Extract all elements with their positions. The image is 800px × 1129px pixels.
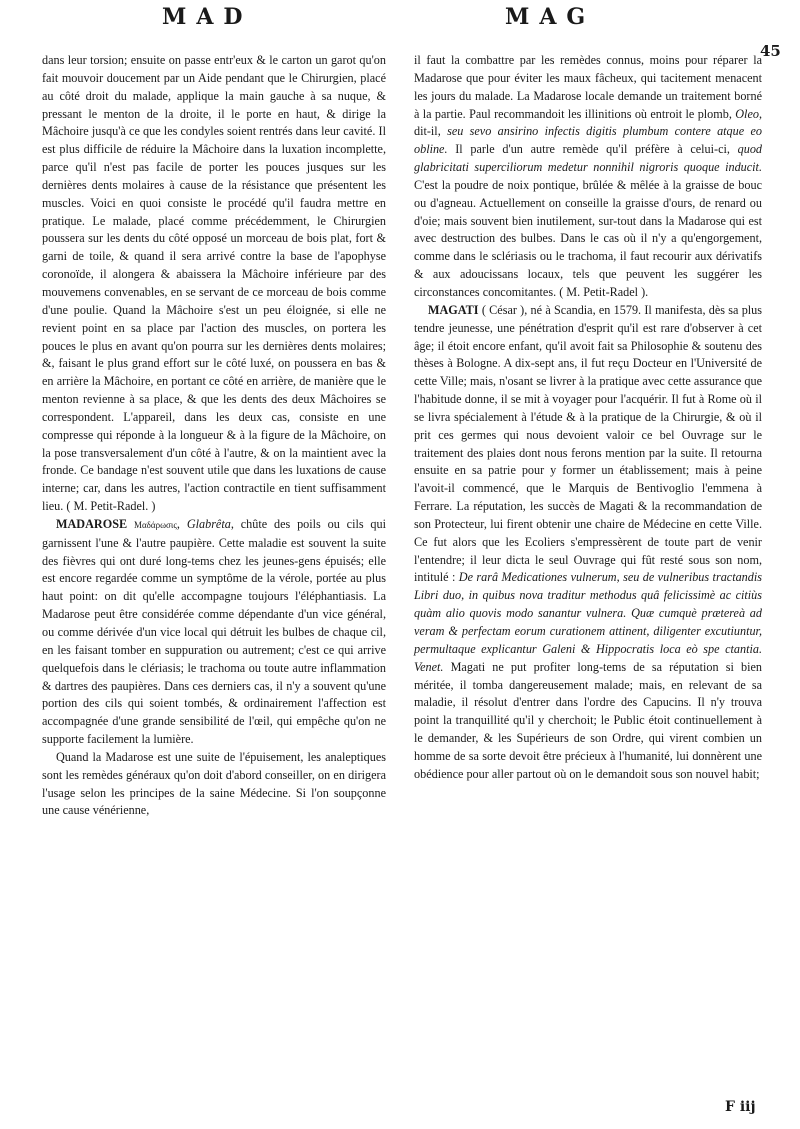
- running-header: [0, 0, 800, 58]
- paragraph-text: , chûte des poils ou cils qui garnissent l'une & l'autre paupière. Cette maladie est souvent la suite des fièvres qui ont duré long-tems chez les jeunes-gens épuisés; elle est encore regardée comme un symptôme de la vérole, portée au plus haut point: on dit qu'elle accompagne toujours l'éléphantiasis. La Madarose peut être considérée comme dépendante d'un vice général, ou comme dérivée d'un vice local qui détruit les bulbes de chaque cil, en les faisant tomber en suppuration ou autrement; c'est ce qui arrive quelquefois dans le clériasis; le trachoma ou toute autre inflammation & dartres des paupières. Dans ces derniers cas, il n'y a souvent qu'une portion des cils qui soient tombés, & ordinairement l'affection est accompagnée d'une grande sensibilité de l'œil, qui empêche qu'on ne supporte facilement la lumière.: [42, 516, 387, 747]
- entry-magati: [414, 302, 762, 784]
- paragraph-madarose-cont: [414, 52, 762, 302]
- latin-quote: seu sevo ansirino infectis digitis plumbum contere atque eo obline.: [414, 124, 762, 157]
- paragraph-text: dans leur torsion; ensuite on passe entr'eux & le carton un garot qu'on fait mouvoir doucement par un Aide pendant que le Chirurgien, placé au côté droit du malade, applique la main gauche à sa nuque, & pressant le menton de la droite, il le porte en haut, & dirige la Mâchoire jusqu'à ce que les condyles soient rentrés dans leur cavité. Il est plus difficile de réduire la Mâchoire dans la luxation incomplette, parce qu'il n'est pas facile de porter les pouces jusques sur les dernières dents molaires à cause de la résistance que présentent les muscles. Voici en quoi consiste le procédé qu'il faudra mettre en pratique. Le malade, placé comme précédemment, le Chirurgien poussera sur les dents du côté opposé un morceau de bois plat, fort & garni de toile, & quand il sera arrivé contre la base de l'apophyse coronoïde, il alongera & abaissera la Mâchoire inférieure par des mouvemens convenables, en se servant de ce morceau de bois comme d'une poulie. Quand la Mâchoire s'est un peu éloignée, si elle ne revient point en sa place par l'action des muscles, on portera les pouces le plus en avant qu'on pourra sur les dernières dents molaires; &, faisant le plus grand effort sur le côté luxé, on poussera en bas & en arrière la Mâchoire, en portant ce côté en arrière, de manière que le menton revienne à sa place, & que les dents des deux Mâchoires se correspondent. L'appareil, dans les deux cas, consiste en une compresse qui réponde à la longueur & à la figure de la Mâchoire, on la pose transversalement d'un côté à l'autre, & on la maintient avec la fronde. Ce bandage n'est souvent utile que dans les luxations de cause interne; car, dans les autres, l'action contractile en tient suffisamment lieu.: [42, 53, 386, 514]
- left-column: [42, 52, 386, 820]
- signature-mark: F iij: [725, 1099, 756, 1115]
- paragraph-text: il faut la combattre par les remèdes connus, moins pour réparer la Madarose que pour éviter les maux fâcheux, qui tacitement menacent les jours du malade. La Madarose locale demande un traitement borné à la partie. Paul recommandoit les illinitions où entroit le plomb,: [414, 53, 762, 121]
- book-title: De rarâ Medicationes vulnerum, seu de vulneribus tractandis Libri duo, in quibus nova traditur methodus quâ felicissimè ac citiùs quàm alio quovis modo sanantur vulnera. Quæ cumquè prætereà ad veram & perfectam eorum curationem attinent, diligenter excutiuntur, permultaque explicantur Galeni & Hippocratis loca eò spe ctantia. Venet.: [414, 570, 762, 674]
- author-reference: ( M. Petit-Radel. ): [66, 499, 156, 514]
- entry-headword: MADAROSE: [56, 516, 128, 531]
- latin-term: Glabrêta: [186, 516, 231, 531]
- greek-term: Μαδάρωσις: [133, 519, 177, 530]
- entry-madarose: MADAROSE Μαδάρωσις, Glabrêta, chûte des poils ou cils qui garnissent l'une & l'autre paupière. Cette maladie est souvent la suite des fièvres qui ont duré long-tems chez les jeunes-gens épuisés; elle est encore regardée comme un symptôme de la vérole, portée au plus haut point: on dit qu'elle accompagne toujours l'éléphantiasis. La Madarose peut être considérée comme dépendante d'un vice général, ou comme dérivée d'un vice local qui détruit les bulbes de chaque cil, en les faisant tomber en suppuration ou autrement; c'est ce qui arrive quelquefois dans le clériasis; le trachoma ou toute autre inflammation & dartres des paupières. Dans ces derniers cas, il n'y a souvent qu'une portion des cils qui soient tombés, & ordinairement l'affection est accompagnée d'une grande sensibilité de l'œil, qui empêche qu'on ne supporte facilement la lumière.: [42, 516, 387, 747]
- latin-term: Oleo: [735, 106, 759, 121]
- paragraph-luxation: [42, 52, 386, 516]
- running-head-left: MAD: [162, 4, 253, 30]
- latin-quote: quod glabricitati superciliorum medetur nonnihil nigroris quoque inducit.: [414, 142, 762, 175]
- entry-headword: MAGATI: [428, 302, 479, 317]
- paragraph-text: ( César ), né à Scandia, en 1579. Il manifesta, dès sa plus tendre jeunesse, une pénétration d'esprit qu'il est rare d'observer à cet âge; il étoit encore enfant, qu'il avoit fait sa Philosophie & soutenu des thèses à Bologne. A dix-sept ans, il fut reçu Docteur en l'Université de cette Ville; mais, n'osant se livrer à la pratique avec cette assurance que l'habitude donne, il se mit à voyager pour l'acquérir. Il fut à Rome où il se livra spécialement à l'étude & à la pratique de la Chirurgie, & où il prit ces germes qui nous devoient valoir ce bel Ouvrage sur le traitement des plaies dont nous ferons mention par la suite. Il retourna ensuite en sa patrie pour y former un établissement; mais à peine l'avoit-il commencé, que le Marquis de Bentivoglio l'emmena à Ferrare. La réputation, les succès de Magati & la recommandation de son Protecteur, lui firent obtenir une chaire de Médecine en cette Ville. Ce fut alors que les Ecoliers s'empressèrent de toute part de venir l'entendre; il leur dicta le seul Ouvrage qui fût resté sous son nom, intitulé :: [414, 302, 763, 585]
- running-head-right: MAG: [505, 4, 596, 30]
- paragraph-text: Il parle d'un autre remède qu'il préfère à celui-ci,: [447, 142, 738, 157]
- page-number: 45: [760, 42, 781, 60]
- author-reference: ( M. Petit-Radel ).: [559, 284, 649, 299]
- paragraph-treatment: [42, 749, 386, 820]
- paragraph-text: C'est la poudre de noix pontique, brûlée & mêlée à la graisse de bouc ou d'agneau. Actuellement on conseille la graisse d'ours, de renard ou d'oie; mais souvent bien inutilement, sur-tout dans la Madarose qui est avec destruction des bulbes. Dans le cas où il n'y a qu'engorgement, comme dans le sclériasis ou le trachoma, il faut recourir aux dérivatifs & aux adoucissans locaux, tels que peuvent les suggérer les circonstances concomitantes.: [414, 177, 762, 299]
- paragraph-text: Quand la Madarose est une suite de l'épuisement, les analeptiques sont les remèdes généraux qu'on doit d'abord conseiller, on en dirigera l'usage selon les principes de la saine Médecine. Si l'on soupçonne une cause vénérienne,: [42, 749, 386, 818]
- paragraph-text: , dit-il,: [414, 106, 762, 139]
- paragraph-text: Magati ne put profiter long-tems de sa réputation si bien méritée, il tomba dangereusement malade; mais, en relevant de sa maladie, il résolut d'entrer dans l'ordre des Capucins. Il n'y trouva point la tranquillité qu'il y cherchoit; le Public étoit continuellement à le demander, & les Supérieurs de son Ordre, qui virent combien un homme de sa sorte devoit être précieux à l'humanité, lui donnèrent une obédience pour aller partout où on le demandoit sous son nouvel habit;: [414, 659, 762, 781]
- right-column: [414, 52, 762, 784]
